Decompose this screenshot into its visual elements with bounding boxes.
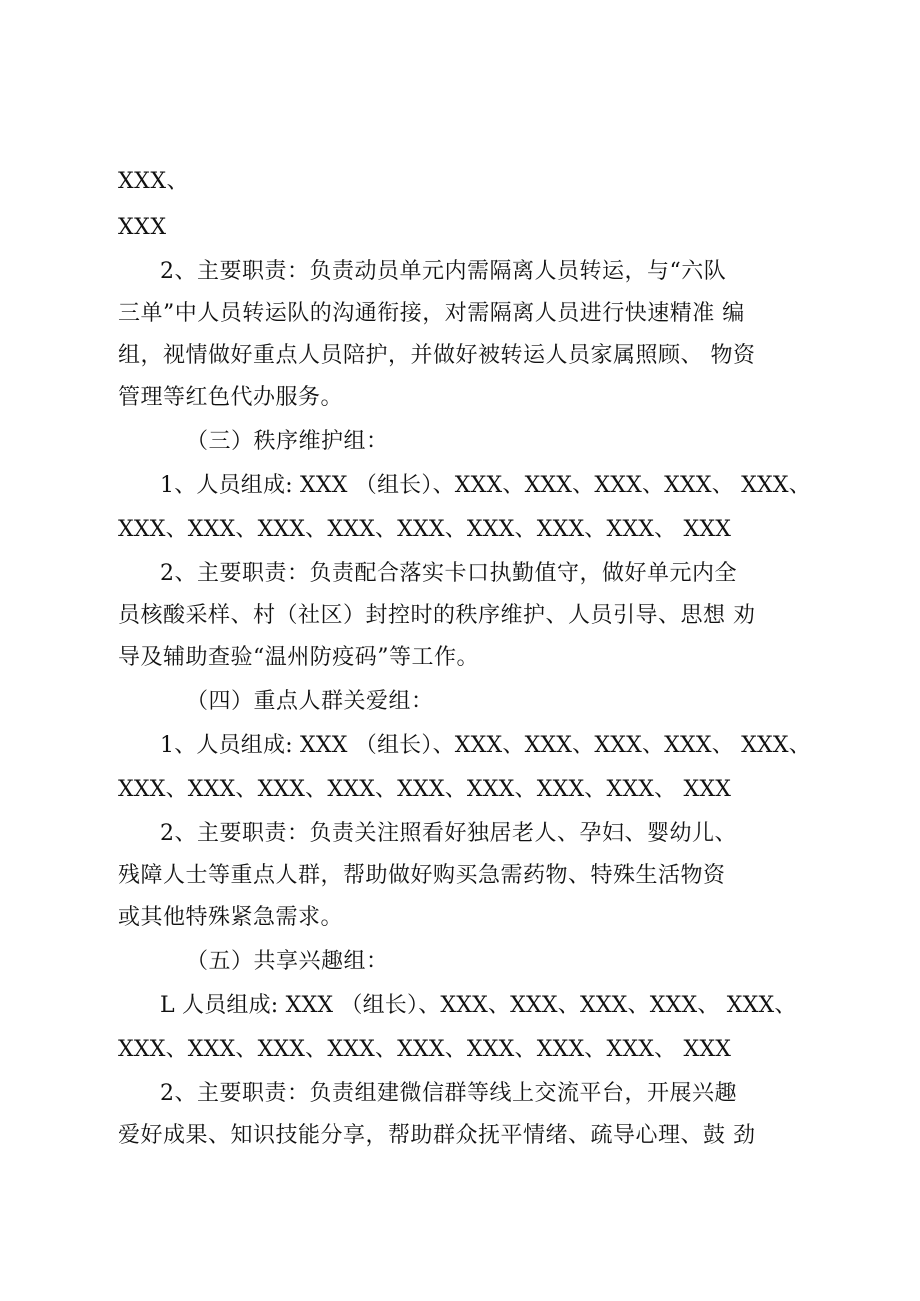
- text-line: 管理等红色代办服务。: [118, 385, 344, 410]
- section-heading-care: （四）重点人群关爱组：: [186, 689, 434, 714]
- text-line: 残障人士等重点人群，帮助做好购买急需药物、特殊生活物资: [118, 863, 726, 888]
- members-line: XXX、XXX、XXX、XXX、XXX、XXX、XXX、XXX、 XXX: [118, 777, 732, 802]
- text-line: 三单”中人员转运队的沟通衔接，对需隔离人员进行快速精准 编: [118, 301, 745, 326]
- members-line: L 人员组成: XXX （组长）、XXX、XXX、XXX、XXX、 XXX、: [160, 993, 797, 1018]
- text-line: XXX: [118, 215, 167, 240]
- paragraph-duties-care: 2、主要职责：负责关注照看好独居老人、孕妇、婴幼儿、: [160, 821, 737, 846]
- section-heading-order: （三）秩序维护组：: [186, 429, 389, 454]
- paragraph-duties-order: 2、主要职责：负责配合落实卡口执勤值守，做好单元内全: [160, 561, 737, 586]
- paragraph-duties-interest: 2、主要职责：负责组建微信群等线上交流平台，开展兴趣: [160, 1081, 737, 1106]
- text-line: 导及辅助查验“温州防疫码”等工作。: [118, 645, 479, 670]
- text-line: 或其他特殊紧急需求。: [118, 905, 344, 930]
- members-line: XXX、XXX、XXX、XXX、XXX、XXX、XXX、XXX、 XXX: [118, 517, 732, 542]
- members-line: 1、人员组成: XXX （组长）、XXX、XXX、XXX、XXX、 XXX、: [160, 473, 811, 498]
- text-line: 员核酸采样、村（社区）封控时的秩序维护、人员引导、思想 劝: [118, 603, 756, 628]
- text-line: 爱好成果、知识技能分享，帮助群众抚平情绪、疏导心理、鼓 劲: [118, 1123, 756, 1148]
- members-line: 1、人员组成: XXX （组长）、XXX、XXX、XXX、XXX、 XXX、: [160, 733, 811, 758]
- text-line: XXX、: [118, 169, 189, 194]
- paragraph-duties-transfer: 2、主要职责：负责动员单元内需隔离人员转运，与“六队: [160, 259, 727, 284]
- section-heading-interest: （五）共享兴趣组：: [186, 949, 389, 974]
- text-line: 组，视情做好重点人员陪护，并做好被转运人员家属照顾、 物资: [118, 343, 756, 368]
- members-line: XXX、XXX、XXX、XXX、XXX、XXX、XXX、XXX、 XXX: [118, 1037, 732, 1062]
